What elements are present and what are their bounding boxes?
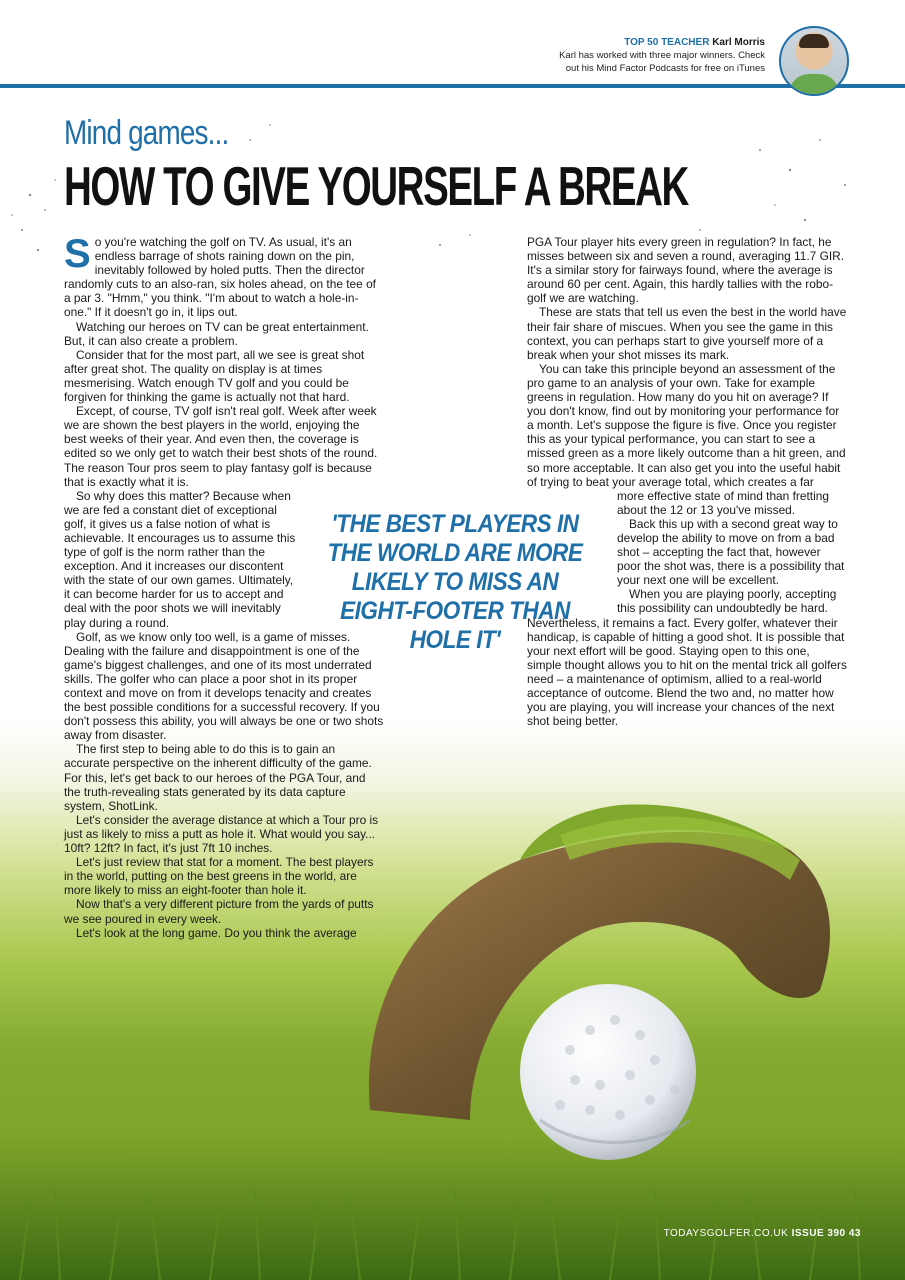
paragraph: Consider that for the most part, all we see is great shot after great shot. The quality on display is at times mesmerising. Watch enough TV golf and you could be forgiven for thinking the game is actually not that hard. (64, 347, 365, 405)
footer-issue: ISSUE 390 (791, 1228, 846, 1239)
paragraph: So why does this matter? Because when we are fed a constant diet of exceptional golf, it gives us a false notion of what is achievable. It encourages us to assume this type of golf is the norm rather than the exception. And it increases our discontent with the state of our own games. Ultimately, it can become harder for us to accept and deal with the poor shots we will inevitably play during a round. (64, 488, 296, 630)
paragraph: Watching our heroes on TV can be great entertainment. But, it can also create a problem. (64, 319, 369, 348)
footer-site: TODAYSGOLFER.CO.UK (663, 1228, 789, 1239)
article-headline: HOW TO GIVE YOURSELF A BREAK (64, 155, 688, 217)
drop-cap: S (64, 232, 91, 276)
paragraph: Back this up with a second great way to develop the ability to move on from a bad shot – accepting the fact that, however poor the shot was, there is a possibility that your next one will be excellent. (617, 516, 845, 588)
paragraph: So you're watching the golf on TV. As usual, it's an endless barrage of shots raining down on the pin, inevitably followed by holed putts. Then the director randomly cuts to an also-ran, six holes ahead, on the tee of a par 3. "Hmm," you think. "I'm about to watch a hole-in-one." If it doesn't go in, it lips out. (64, 232, 376, 320)
paragraph: PGA Tour player hits every green in regulation? In fact, he misses between six and seven a round, averaging 11.7 GIR. It's a similar story for fairways found, where the average is around 60 per cent. Again, this hardly tallies with the robo-golf we are watching. (527, 235, 845, 306)
paragraph: Now that's a very different picture from the yards of putts we see poured in every week. (64, 897, 374, 926)
paragraph: Nevertheless, it remains a fact. Every golfer, whatever their handicap, is capable of hitting a good shot. It is possible that your next effort will be good. Staying open to this one, simple thought allows you to hit on the mental trick all golfers need – a maintenance of optimism, allied to a real-world acceptance of outcome. Blend the two and, no matter how you are playing, you will increase your chances of the next shot being better. (527, 615, 847, 729)
paragraph: Golf, as we know only too well, is a game of misses. Dealing with the failure and disappointment is one of the game's biggest challenges, and one of its most underrated skills. The golfer who can place a poor shot in its proper context and move on from it develops tenacity and creates the best possible conditions for a successful recovery. If you don't possess this ability, you will always be one or two shots away from disaster. (64, 629, 384, 743)
paragraph: Except, of course, TV golf isn't real golf. Week after week we are shown the best players in the world, enjoying the best weeks of their year. And even then, the coverage is edited so we only get to watch their best shots of the round. The reason Tour pros seem to play fantasy golf is because that is exactly what it is. (64, 404, 378, 489)
paragraph: Let's consider the average distance at which a Tour pro is just as likely to miss a putt as hole it. What would you say... 10ft? 12ft? In fact, it's just 7ft 10 inches. (64, 812, 379, 856)
teacher-tag: TOP 50 TEACHER (624, 37, 710, 48)
paragraph: Let's just review that stat for a moment. The best players in the world, putting on the best greens in the world, are more likely to miss an eight-footer than hole it. (64, 855, 374, 898)
paragraph: more effective state of mind than fretting about the 12 or 13 you've missed. (617, 488, 829, 517)
paragraph: Let's look at the long game. Do you think the average (76, 925, 357, 940)
paragraph: When you are playing poorly, accepting this possibility can undoubtedly be hard. (617, 587, 837, 616)
article-kicker: Mind games... (64, 114, 229, 152)
teacher-name: Karl Morris (712, 37, 765, 48)
avatar-hair (799, 34, 829, 48)
teacher-desc-line-2: out his Mind Factor Podcasts for free on iTunes (565, 63, 765, 74)
teacher-desc-line-1: Karl has worked with three major winners. Check (559, 50, 765, 61)
teacher-credit (559, 36, 765, 75)
paragraph: The first step to being able to do this is to gain an accurate perspective on the inherent difficulty of the game. For this, let's get back to our heroes of the PGA Tour, and the truth-revealing stats generated by its data capture system, ShotLink. (64, 742, 372, 813)
paragraph: These are stats that tell us even the best in the world have their fair share of miscues. When you see the game in this context, you can perhaps start to give yourself more of a break when your shot misses its mark. (527, 305, 847, 362)
pull-quote: 'THE BEST PLAYERS IN THE WORLD ARE MORE LIKELY TO MISS AN EIGHT-FOOTER THAN HOLE IT' (327, 510, 583, 654)
paragraph: You can take this principle beyond an assessment of the pro game to an analysis of your own. Take for example greens in regulation. How many do you hit on average? If you don't know, find out by monitoring your performance for a month. Let's suppose the figure is five. Once you register this as your typical performance, you can start to see a missed green as a more likely outcome than a hit green, and so more acceptable. It can also get you into the useful habit of trying to beat your average total, which creates a far (527, 361, 846, 489)
page-footer (664, 1228, 861, 1239)
header-rule (0, 84, 905, 88)
avatar-shirt (789, 74, 839, 96)
footer-page-number: 43 (848, 1228, 861, 1239)
golf-ball (520, 984, 696, 1160)
teacher-avatar (779, 26, 849, 96)
